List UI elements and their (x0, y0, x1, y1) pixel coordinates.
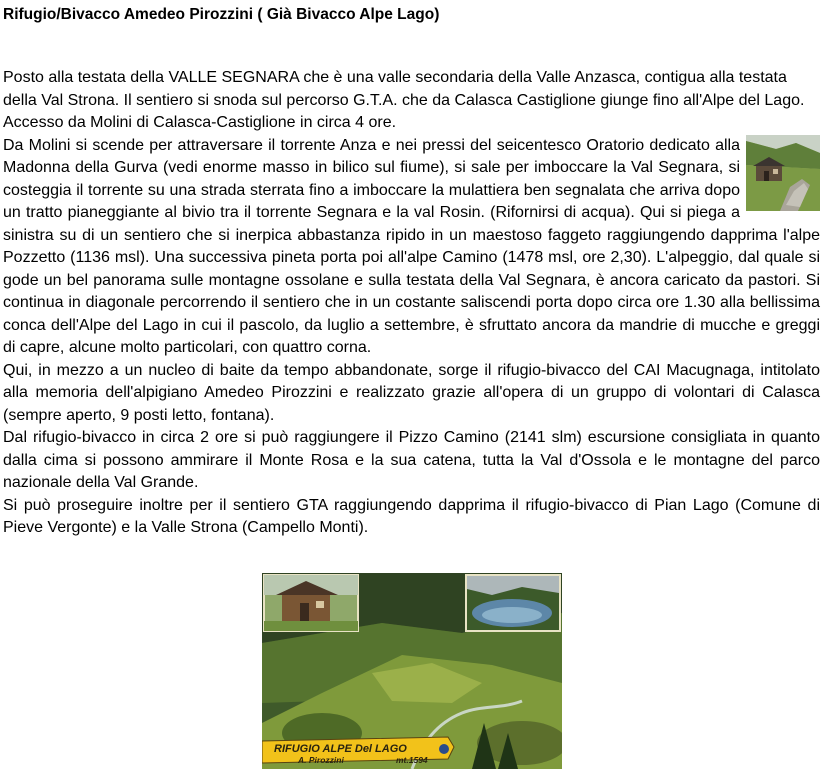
article-body (3, 67, 820, 540)
sign-name: A. Pirozzini (298, 755, 344, 765)
access-paragraph: Accesso da Molini di Calasca-Castiglione in circa 4 ore. (3, 114, 397, 131)
sign-altitude: mt.1594 (396, 755, 428, 765)
continuation-paragraph: Si può proseguire inoltre per il sentiero GTA raggiungendo dapprima il rifugio-bivacco di Pian Lago (Comune di Pieve Vergonte) e la Valle Strona (Campello Monti). (3, 496, 820, 536)
article (3, 0, 820, 540)
intro-paragraph: Posto alla testata della VALLE SEGNARA che è una valle secondaria della Valle Anzasca, contigua alla testata della Val Strona. Il sentiero si snoda sul percorso G.T.A. che da Calasca Castiglione giunge fino all'Alpe del Lago. (3, 69, 805, 109)
hut-paragraph: Qui, in mezzo a un nucleo di baite da tempo abbandonate, sorge il rifugio-bivacco del CAI Macugnaga, intitolato alla memoria dell'alpigiano Amedeo Pirozzini e realizzato grazie all'opera di un gruppo di volontari di Calasca (sempre aperto, 9 posti letto, fontana). (3, 361, 820, 424)
hut-thumbnail-image (746, 135, 820, 211)
route-paragraph: Da Molini si scende per attraversare il torrente Anza e nei pressi del seicentesco Oratorio dedicato alla Madonna della Gurva (vedi enorme masso in bilico sul fiume), si sale per imboccare la Val Segnara, si costeggia il torrente su una strada sterrata fino a imboccare la mulattiera ben segnalata che arriva dopo un tratto pianeggiante al bivio tra il torrente Segnara e la val Rosin. (Rifornirsi di acqua). Qui si piega a sinistra su di un sentiero che si inerpica abbastanza ripido in un maestoso faggeto raggiungendo dapprima l'alpe Pozzetto (1136 msl). Una successiva pineta porta poi all'alpe Camino (1478 msl, ore 2,30). L'alpeggio, dal quale si gode un bel panorama sulle montagne ossolane e sulla testata della Val Segnara, è ancora caricato da pastori. Si continua in diagonale percorrendo il sentiero che in un costante saliscendi porta dopo circa ore 1.30 alla bellissima conca dell'Alpe del Lago in cui il pascolo, da luglio a settembre, è sfruttato ancora da mandrie di mucche e greggi di capre, alcune molto particolari, con quattro corna. (3, 136, 820, 356)
alpe-del-lago-photo-collage (262, 573, 562, 769)
excursion-paragraph: Dal rifugio-bivacco in circa 2 ore si può raggiungere il Pizzo Camino (2141 slm) escursione consigliata in quanto dalla cima si possono ammirare il Monte Rosa e la sua catena, tutta la Val d'Ossola e le montagne del parco nazionale della Val Grande. (3, 429, 820, 491)
page-title: Rifugio/Bivacco Amedeo Pirozzini ( Già Bivacco Alpe Lago) (3, 6, 440, 23)
sign-title: RIFUGIO ALPE Del LAGO (274, 743, 407, 755)
